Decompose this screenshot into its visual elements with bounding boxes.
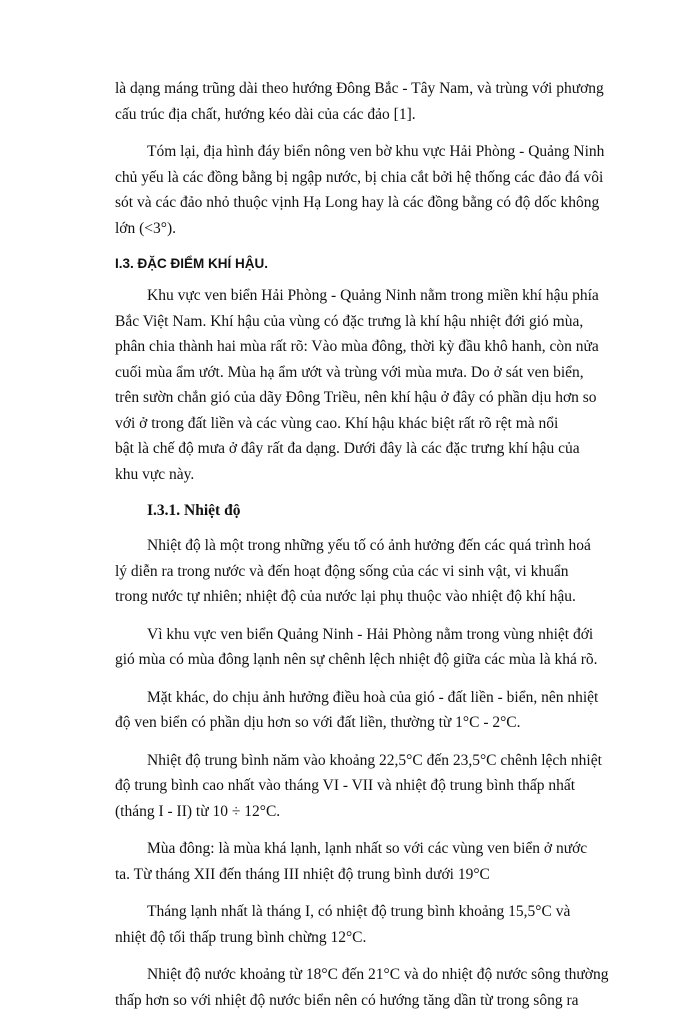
text-line: ta. Từ tháng XII đến tháng III nhiệt độ trung bình dưới 19°C — [115, 865, 490, 883]
document-page — [115, 76, 631, 1025]
text-line: lớn (<3°). — [115, 219, 177, 237]
subsection-heading: I.3.1. Nhiệt độ — [147, 502, 241, 519]
paragraph-temperature — [115, 533, 631, 610]
text-line: cấu trúc địa chất, hướng kéo dài của các đảo [1]. — [115, 105, 416, 123]
section-heading: I.3. ĐẶC ĐIỂM KHÍ HẬU. — [115, 256, 269, 271]
text-line: độ trung bình cao nhất vào tháng VI - VII và nhiệt độ trung bình thấp nhất — [115, 777, 576, 794]
paragraph-temperature — [115, 748, 631, 825]
text-line: thấp hơn so với nhiệt độ nước biển nên có hướng tăng dần từ trong sông ra — [115, 991, 579, 1009]
text-line: là dạng máng trũng dài theo hướng Đông Bắc - Tây Nam, và trùng với phương — [115, 80, 604, 97]
text-line: Nhiệt độ là một trong những yếu tố có ảnh hưởng đến các quá trình hoá — [147, 537, 591, 554]
text-line: Tháng lạnh nhất là tháng I, có nhiệt độ trung bình khoảng 15,5°C và — [147, 903, 571, 920]
paragraph-temperature — [115, 899, 631, 950]
text-line: trong nước tự nhiên; nhiệt độ của nước lại phụ thuộc vào nhiệt độ khí hậu. — [115, 588, 576, 605]
text-line: Nhiệt độ nước khoảng từ 18°C đến 21°C và do nhiệt độ nước sông thường — [147, 966, 609, 983]
text-line: (tháng I - II) từ 10 ÷ 12°C. — [115, 802, 281, 820]
text-line: khu vực này. — [115, 465, 195, 483]
paragraph-climate — [115, 283, 631, 487]
text-line: trên sườn chắn gió của dãy Đông Triều, nên khí hậu ở đây có phần dịu hơn so — [115, 389, 597, 406]
text-line: Tóm lại, địa hình đáy biển nông ven bờ khu vực Hải Phòng - Quảng Ninh — [147, 143, 605, 160]
text-line: cuối mùa ẩm ướt. Mùa hạ ẩm ướt và trùng với mùa mưa. Do ở sát ven biển, — [115, 363, 584, 381]
text-line: với ở trong đất liền và các vùng cao. Khí hậu khác biệt rất rõ rệt mà nổi — [115, 414, 559, 432]
text-line: Mặt khác, do chịu ảnh hưởng điều hoà của gió - đất liền - biển, nên nhiệt — [147, 688, 599, 706]
text-line: nhiệt độ tối thấp trung bình chừng 12°C. — [115, 928, 367, 946]
text-line: Vì khu vực ven biển Quảng Ninh - Hải Phòng nằm trong vùng nhiệt đới — [147, 625, 594, 643]
paragraph-temperature — [115, 685, 631, 736]
text-line: độ ven biển có phần dịu hơn so với đất liền, thường từ 1°C - 2°C. — [115, 714, 521, 731]
text-line: Nhiệt độ trung bình năm vào khoảng 22,5°C đến 23,5°C chênh lệch nhiệt — [147, 751, 602, 769]
paragraph-temperature — [115, 962, 631, 1013]
text-line: bật là chế độ mưa ở đây rất đa dạng. Dưới đây là các đặc trưng khí hậu của — [115, 440, 580, 457]
paragraph-summary — [115, 139, 631, 241]
text-line: sót và các đảo nhỏ thuộc vịnh Hạ Long hay là các đồng bằng có độ dốc không — [115, 194, 600, 211]
text-line: Mùa đông: là mùa khá lạnh, lạnh nhất so với các vùng ven biển ở nước — [147, 840, 588, 857]
paragraph-temperature — [115, 836, 631, 887]
text-line: Bắc Việt Nam. Khí hậu của vùng có đặc trưng là khí hậu nhiệt đới gió mùa, — [115, 312, 584, 330]
paragraph-temperature — [115, 622, 631, 673]
text-line: lý diễn ra trong nước và đến hoạt động sống của các vi sinh vật, vi khuẩn — [115, 562, 569, 580]
text-line: gió mùa có mùa đông lạnh nên sự chênh lệch nhiệt độ giữa các mùa là khá rõ. — [115, 651, 598, 668]
text-line: Khu vực ven biển Hải Phòng - Quảng Ninh nằm trong miền khí hậu phía — [147, 287, 599, 304]
paragraph-continuation — [115, 76, 631, 127]
text-line: chủ yếu là các đồng bằng bị ngập nước, bị chia cắt bởi hệ thống các đảo đá vôi — [115, 168, 604, 186]
text-line: phân chia thành hai mùa rất rõ: Vào mùa đông, thời kỳ đầu khô hanh, còn nửa — [115, 338, 599, 355]
